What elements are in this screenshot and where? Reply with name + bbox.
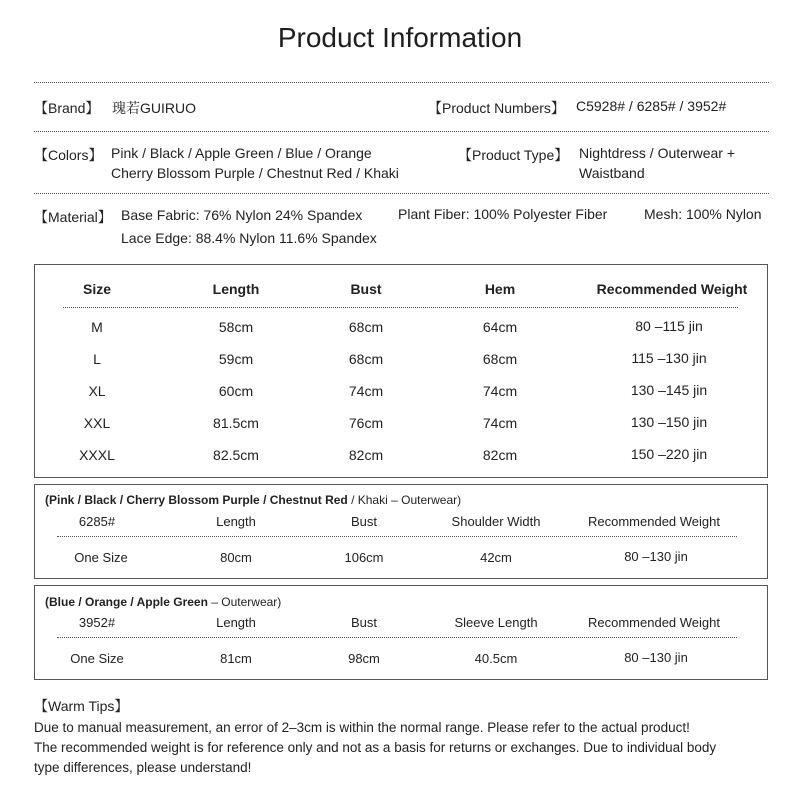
table-cell: 74cm <box>348 383 384 399</box>
colors-line-1: Pink / Black / Apple Green / Blue / Orange <box>111 145 372 161</box>
table-cell: L <box>93 351 101 367</box>
table-cell: 82cm <box>482 447 518 463</box>
table-cell: 81cm <box>220 651 252 666</box>
warm-tips-line-1: Due to manual measurement, an error of 2–3cm is within the normal range. Please refer to the actual product! <box>34 720 690 735</box>
warm-tips-line-2: The recommended weight is for reference only and not as a basis for returns or exchanges. Due to individual body <box>34 740 717 755</box>
table-cell: One Size <box>70 651 124 666</box>
table-cell: 64cm <box>482 319 518 335</box>
size-header: Size <box>82 281 112 297</box>
outerwear-6285-table <box>34 484 768 579</box>
divider <box>34 82 769 83</box>
table-cell: XXXL <box>79 447 115 463</box>
table-cell: 81.5cm <box>213 415 259 431</box>
table-cell: 42cm <box>480 550 512 565</box>
table-cell: One Size <box>74 550 128 565</box>
material-label: 【Material】 <box>34 209 112 225</box>
length-header: Length <box>216 514 256 529</box>
material-lace: Lace Edge: 88.4% Nylon 11.6% Spandex <box>121 230 377 246</box>
warm-tips-label: 【Warm Tips】 <box>34 698 129 714</box>
table-cell: 76cm <box>348 415 384 431</box>
product-type-line-2: Waistband <box>579 165 645 181</box>
recommended-weight-header: Recommended Weight <box>588 514 720 529</box>
header-divider <box>57 637 737 638</box>
table-cell: 68cm <box>348 319 384 335</box>
brand-label: 【Brand】 <box>34 100 100 116</box>
divider <box>34 131 769 132</box>
material-plant: Plant Fiber: 100% Polyester Fiber <box>398 206 608 222</box>
brand-value: 瑰若GUIRUO <box>112 100 196 116</box>
colors-label: 【Colors】 <box>34 147 103 163</box>
recommended-weight-header: Recommended Weight <box>596 281 748 297</box>
length-header: Length <box>212 281 260 297</box>
recommended-weight-header: Recommended Weight <box>588 615 720 630</box>
size-table <box>34 264 768 478</box>
table-cell: 80 –130 jin <box>624 650 688 665</box>
divider <box>34 193 769 194</box>
product-type-line-1: Nightdress / Outerwear + <box>579 145 736 161</box>
table-cell: 59cm <box>218 351 254 367</box>
shoulder-width-header: Shoulder Width <box>451 514 541 529</box>
bust-header: Bust <box>350 514 378 529</box>
group-title: (Pink / Black / Cherry Blossom Purple / Chestnut Red / Khaki – Outerwear) <box>45 493 462 507</box>
table-cell: M <box>91 319 103 335</box>
warm-tips-line-3: type differences, please understand! <box>34 760 252 775</box>
table-cell: 115 –130 jin <box>631 350 707 366</box>
colors-line-2: Cherry Blossom Purple / Chestnut Red / Khaki <box>111 165 399 181</box>
hem-header: Hem <box>484 281 516 297</box>
product-type-label: 【Product Type】 <box>458 147 569 163</box>
table-cell: 58cm <box>218 319 254 335</box>
table-cell: 80 –130 jin <box>624 549 688 564</box>
table-cell: 80 –115 jin <box>635 318 703 334</box>
header-divider <box>57 536 737 537</box>
table-cell: 60cm <box>218 383 254 399</box>
table-cell: XL <box>88 383 106 399</box>
table-cell: 82.5cm <box>213 447 259 463</box>
table-cell: 80cm <box>220 550 252 565</box>
table-cell: 130 –150 jin <box>630 414 708 430</box>
bust-header: Bust <box>350 281 382 297</box>
table-cell: XXL <box>83 415 111 431</box>
material-mesh: Mesh: 100% Nylon <box>644 206 762 222</box>
table-cell: 40.5cm <box>474 651 518 666</box>
style-number-header: 6285# <box>78 514 116 529</box>
table-cell: 106cm <box>344 550 384 565</box>
bust-header: Bust <box>350 615 378 630</box>
group-title: (Blue / Orange / Apple Green – Outerwear) <box>45 595 282 609</box>
style-number-header: 3952# <box>78 615 116 630</box>
length-header: Length <box>216 615 256 630</box>
page-title: Product Information <box>277 22 523 53</box>
outerwear-3952-table <box>34 585 768 680</box>
product-numbers-label: 【Product Numbers】 <box>428 100 565 116</box>
product-numbers-value: C5928# / 6285# / 3952# <box>576 98 727 114</box>
table-cell: 82cm <box>348 447 384 463</box>
table-cell: 130 –145 jin <box>630 382 708 398</box>
header-divider <box>63 307 738 308</box>
sleeve-length-header: Sleeve Length <box>454 615 538 630</box>
table-cell: 68cm <box>348 351 384 367</box>
table-cell: 98cm <box>348 651 380 666</box>
table-cell: 68cm <box>482 351 518 367</box>
table-cell: 74cm <box>482 383 518 399</box>
material-base: Base Fabric: 76% Nylon 24% Spandex <box>121 207 363 223</box>
table-cell: 150 –220 jin <box>630 446 708 462</box>
table-cell: 74cm <box>482 415 518 431</box>
